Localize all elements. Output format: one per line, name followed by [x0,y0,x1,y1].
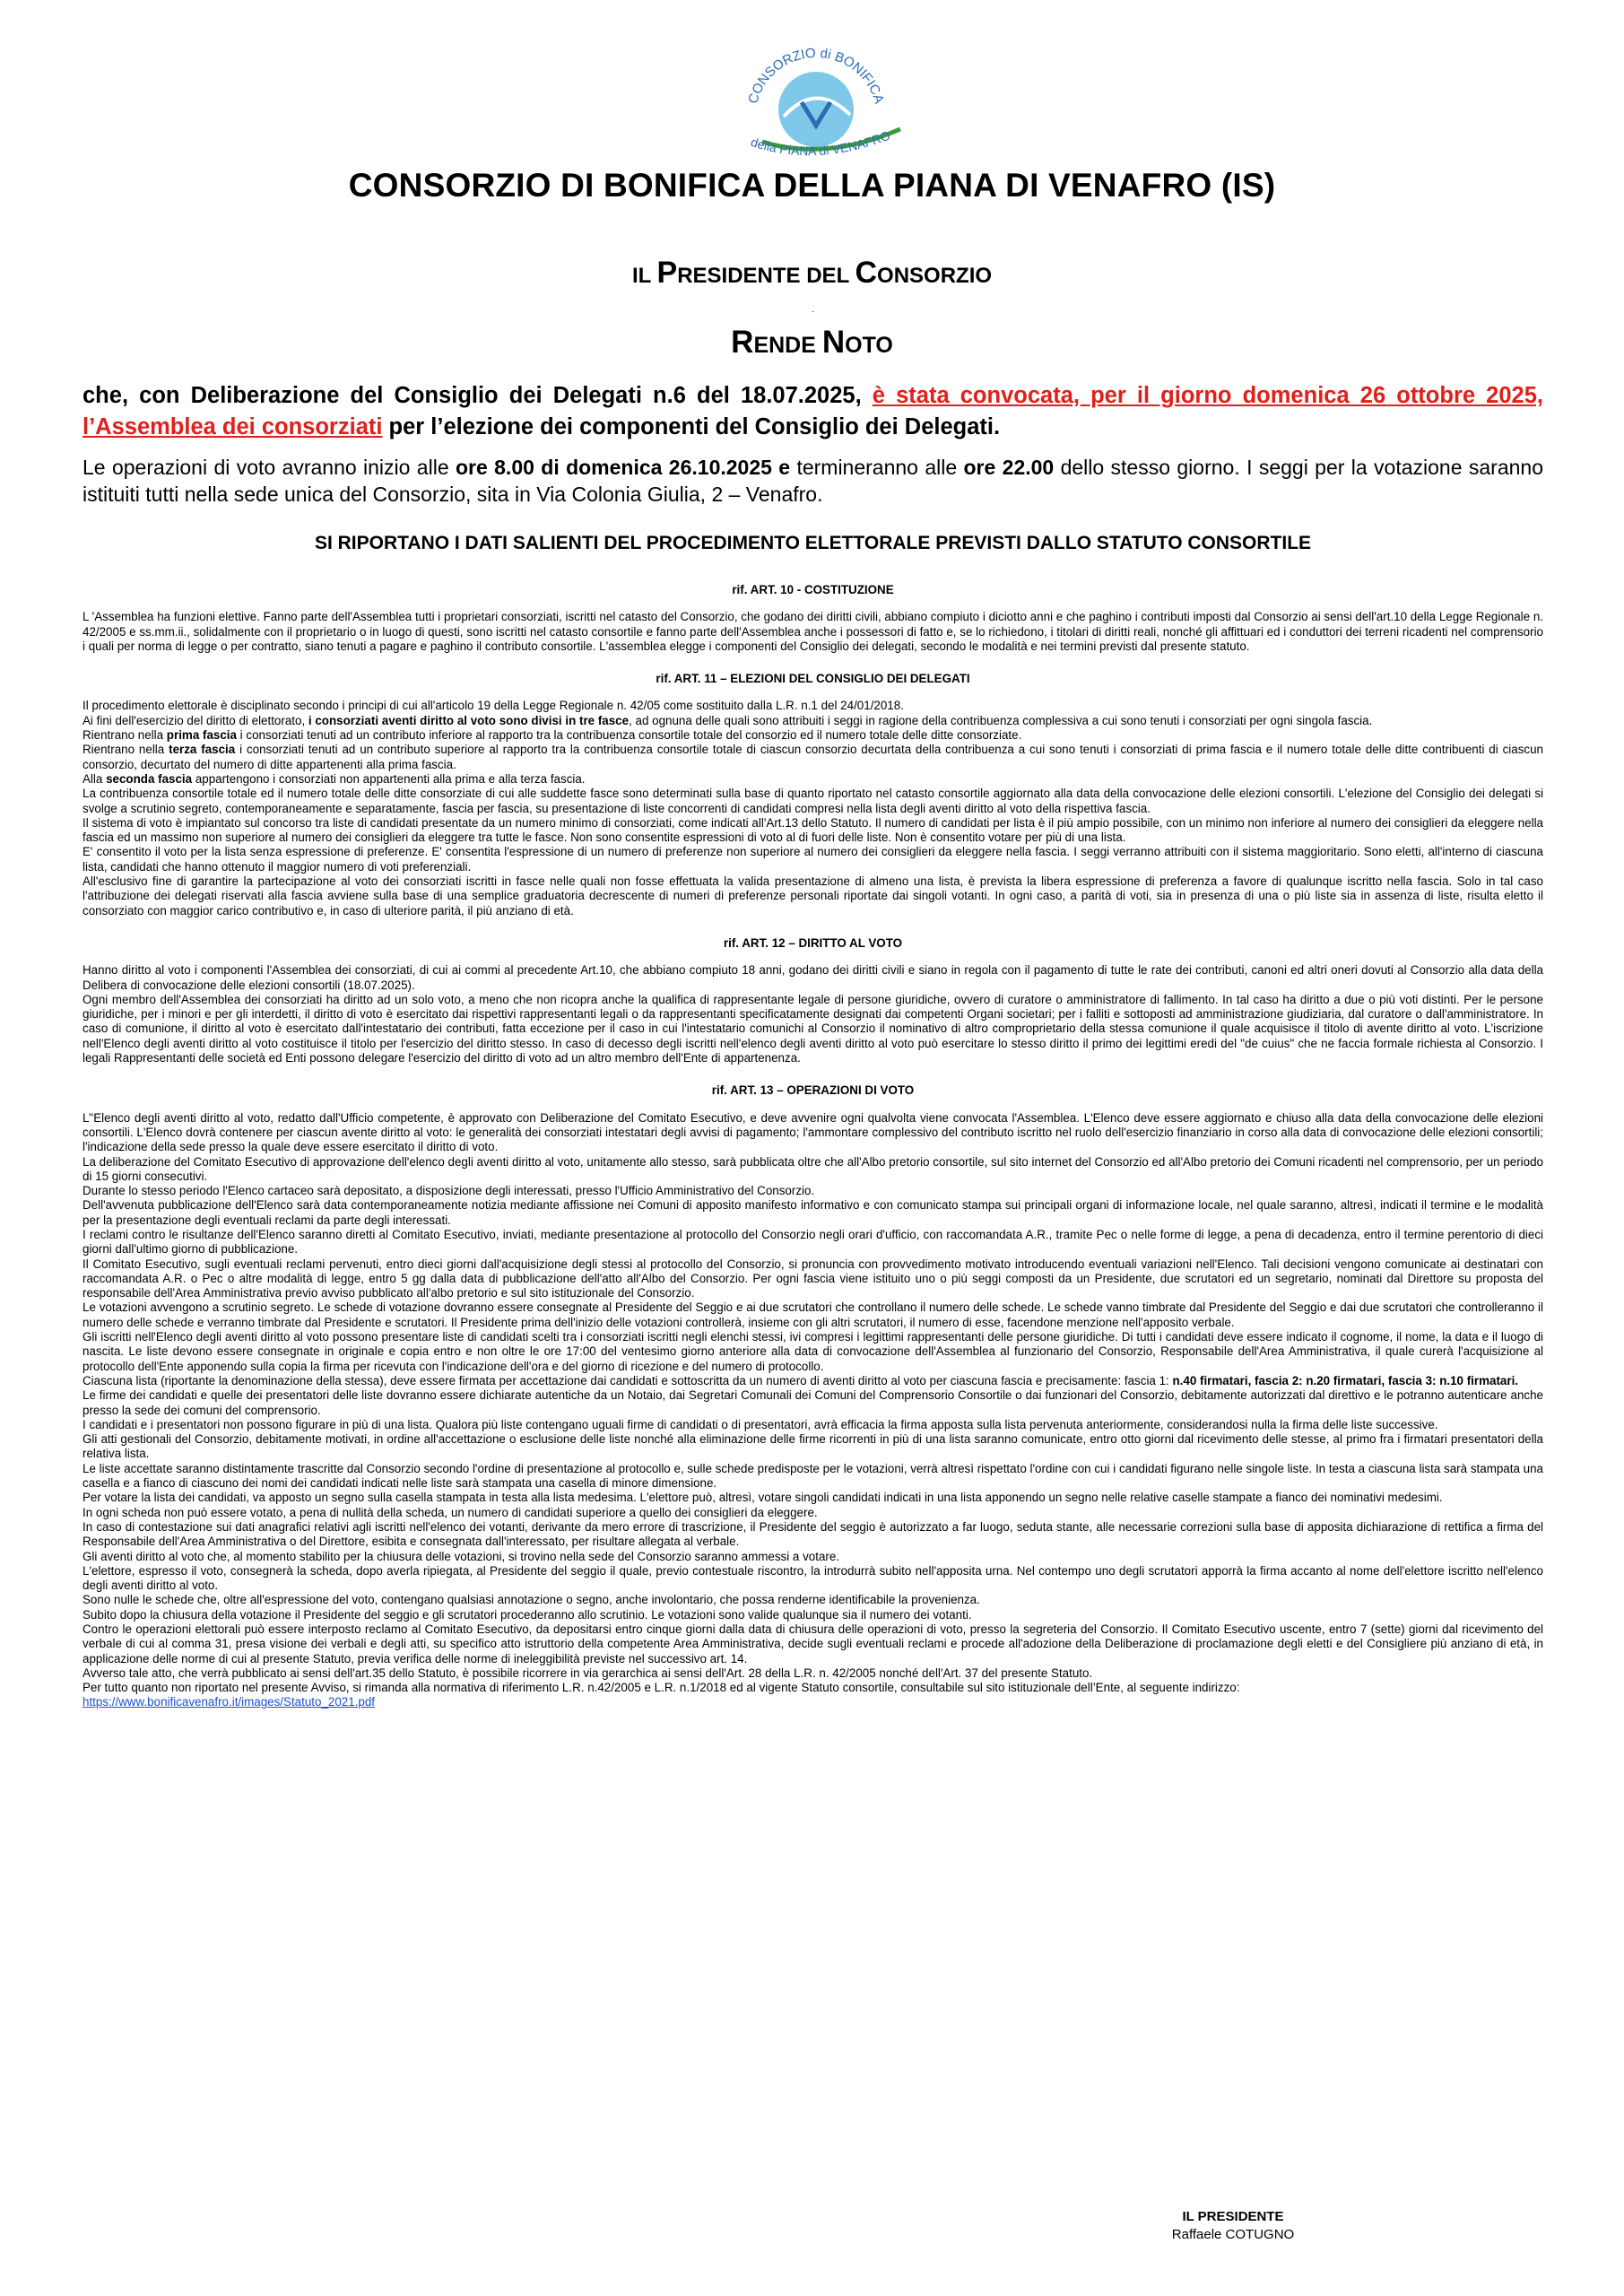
voting-hours-paragraph [83,454,1543,508]
article-11 [83,672,1543,918]
paragraph-text: Rientrano nella [83,728,167,743]
article-paragraph: Ogni membro dell'Assemblea dei consorziati ha diritto ad un solo voto, a meno che non ricopra anche la qualifica di rappresentante legale di persone giuridiche, ovvero di curatore o amministratore di fallimento. In tal caso ha diritto a due o più voti distinti. Per le persone giuridiche, per i minori e per gli interdetti, il diritto di voto è esercitato dai rispettivi rappresentanti legali o da rappresentanti specificatamente designati dai competenti Organi societari; per i falliti e sottoposti ad amministrazione giudiziaria, dal curatore o dall'amministratore. In caso di comunione, il diritto al voto è esercitato dall'intestatario dei contributi, fatta eccezione per il caso in cui l'intestatario comunichi al Consorzio il nominativo di altro comproprietario della stessa comunione il quale acquisisce il titolo di avente diritto al voto. L'iscrizione nell'Elenco degli aventi diritto al voto costituisce il titolo per l'esercizio del diritto stesso. In caso di decesso degli iscritti nell'elenco degli aventi diritto al voto può esercitare lo stesso diritto il primo dei legittimi eredi del "de cuius" che ne faccia formale richiesta al Consorzio. I legali Rappresentanti delle società ed Enti possono delegare l'esercizio del diritto di voto ad un altro membro dell'Ente di appartenenza. [83,992,1543,1065]
paragraph-text: appartengono i consorziati non appartenenti alla prima e alla terza fascia. [192,771,586,786]
logo-bottom-text: della PIANA di VENAFRO [749,127,892,159]
organization-title: CONSORZIO DI BONIFICA DELLA PIANA DI VENAFRO (IS) [348,167,1276,204]
paragraph-text: Alla [83,771,107,786]
article-paragraph: Per tutto quanto non riportato nel presente Avviso, si rimanda alla normativa di riferimento L.R. n.42/2005 e L.R. n.1/2018 ed al vigente Statuto consortile, consultabile sul sito istituzionale dell’Ente, al seguente indirizzo: [83,1681,1240,1695]
voting-text: termineranno alle [790,456,964,479]
paragraph-text: Ciascuna lista (riportante la denominazione della stessa), deve essere firmata per accettazione dai candidati e sottoscritta da un numero di aventi diritto al voto per ciascuna fascia e precisamente: fascia 1: [83,1373,1173,1387]
article-paragraph [83,1374,1543,1388]
article-paragraph [83,728,1543,743]
article-13 [83,1083,1543,1709]
article-paragraph: Durante lo stesso periodo l'Elenco cartaceo sarà depositato, a disposizione degli interessati, presso l'Ufficio Amministrativo del Consorzio. [83,1184,815,1198]
article-paragraph: I reclami contro le risultanze dell'Elenco saranno diretti al Comitato Esecutivo, inviati, mediante presentazione al protocollo del Consorzio negli orari d'ufficio, con raccomandata A.R., tramite Pec o nelle forme di legge, a pena di decadenza, entro il termine perentorio di dieci giorni dall'ultimo giorno di pubblicazione. [83,1227,1543,1257]
article-12 [83,936,1543,1065]
voting-start-time: ore 8.00 di domenica 26.10.2025 e [455,456,791,479]
article-paragraph: La deliberazione del Comitato Esecutivo di approvazione dell'elenco degli aventi diritto al voto, unitamente allo stesso, sarà pubblicata oltre che all'Albo pretorio consortile, sul sito internet del Consorzio ed all'Albo pretorio dei Comuni ricadenti nel comprensorio, per un periodo di 15 giorni consecutivi. [83,1154,1543,1183]
article-paragraph [83,1695,1543,1709]
article-paragraph: Dell'avvenuta pubblicazione dell'Elenco sarà data contemporaneamente notizia mediante affissione nei Comuni di apposito manifesto informativo e con comunicato stampa sui principali organi di informazione locale, nel quale saranno, altresì, indicati il termine e le modalità per la presentazione degli eventuali reclami da parte degli interessati. [83,1198,1543,1227]
article-paragraph: Contro le operazioni elettorali può essere interposto reclamo al Comitato Esecutivo, da depositarsi entro cinque giorni dalla data di chiusura delle operazioni di voto, presso la segreteria del Consorzio. Il Comitato Esecutivo uscente, entro 7 (sette) giorni dal ricevimento del verbale di cui al comma 31, presa visione dei verbali e degli atti, su specifico atto istruttorio della competente Area Amministrativa, decide sugli eventuali reclami e procede all'adozione della Deliberazione di proclamazione degli eletti e del Consigliere più anziano di età, in applicazione delle norme di cui al presente Statuto, previa verifica delle norme di ineleggibilità previste nel successivo art. 14. [83,1622,1543,1665]
signature-role: IL PRESIDENTE [1182,2209,1284,2224]
logo-top-text: CONSORZIO di BONIFICA [745,45,887,106]
article-paragraph: Il procedimento elettorale è disciplinato secondo i principi di cui all'articolo 19 della Legge Regionale n. 42/05 come sostituito dalla L.R. n.1 del 24/01/2018. [83,699,904,713]
article-paragraph: In ogni scheda non può essere votato, a pena di nullità della scheda, un numero di candidati superiore a quello dei consiglieri da eleggere. [83,1505,818,1519]
separator-dot: . [812,305,814,315]
president-heading-part: ONSORZIO [877,264,993,288]
article-paragraph: Il sistema di voto è impiantato sul concorso tra liste di candidati presentate da un numero minimo di consorziati, come indicati all'Art.13 dello Statuto. Il numero di candidati per lista è il più ampio possibile, con un minimo non inferiore al numero dei consiglieri da eleggere nella fascia ed un massimo non superiore al numero dei consiglieri da eleggere tra tutte le fasce. Non sono consentite espressioni di voto al di fuori delle liste. Non è consentito votare per più di una lista. [83,815,1543,845]
paragraph-bold: n.40 firmatari, fascia 2: n.20 firmatari, fascia 3: n.10 firmatari. [1172,1373,1519,1387]
paragraph-text: Ai fini dell'esercizio del diritto di elettorato, [83,713,308,727]
president-heading [72,256,1552,291]
article-paragraph: L'elettore, espresso il voto, consegnerà la scheda, dopo averla ripiegata, al Presidente del seggio il quale, previo contestuale riscontro, la introdurrà subito nell'apposita urna. Nel contempo uno degli scrutatori apporrà la firma accanto al nome dell'elettore iscritto nell'elenco degli aventi diritto al voto. [83,1563,1543,1593]
article-paragraph: Gli aventi diritto al voto che, al momento stabilito per la chiusura delle votazioni, si trovino nella sede del Consorzio saranno ammessi a votare. [83,1549,840,1563]
paragraph-bold: terza fascia [169,743,236,757]
article-paragraph: Avverso tale atto, che verrà pubblicato ai sensi dell'art.35 dello Statuto, è possibile ricorrere in via gerarchica ai sensi dell'Art. 28 della L.R. n. 42/2005 nonché dell'Art. 37 del presente Statuto. [83,1665,1093,1680]
announcement-paragraph [83,380,1543,443]
article-paragraph: I candidati e i presentatori non possono figurare in più di una lista. Qualora più liste contengano uguali firme di candidati o di presentatori, avrà efficacia la firma apposta sulla lista pervenuta anteriormente, considerandosi nulla la firma delle liste successive. [83,1417,1438,1431]
president-heading-part: C [855,256,878,290]
announcement-text: che, con Deliberazione del Consiglio dei Delegati n.6 del 18.07.2025, [83,383,873,408]
article-10 [83,583,1543,654]
paragraph-text: i consorziati tenuti ad un contributo inferiore al rapporto tra la contribuenza consortile totale del consorzio ed il numero totale delle ditte consorziate. [236,728,1022,743]
article-title: rif. ART. 10 - COSTITUZIONE [732,583,894,596]
president-heading-part: P [656,256,678,290]
article-paragraph: Per votare la lista dei candidati, va apposto un segno sulla casella stampata in testa alla lista medesima. L'elettore può, altresì, votare singoli candidati indicati in una lista apponendo un segno nelle relative caselle stampate a fianco dei nominativi medesimi. [83,1491,1443,1505]
article-title: rif. ART. 11 – ELEZIONI DEL CONSIGLIO DEI DELEGATI [656,672,970,686]
article-title: rif. ART. 13 – OPERAZIONI DI VOTO [711,1083,915,1098]
signature-name: Raffaele COTUGNO [1171,2227,1295,2242]
article-paragraph: La contribuenza consortile totale ed il numero totale delle ditte consorziate di cui alle suddette fasce sono determinati sulla base di quanto riportato nel catasto consortile aggiornato alla data della convocazione delle elezioni consortili. L'elezione del Consiglio dei delegati si svolge a scrutinio segreto, contemporaneamente e separatamente, fascia per fascia, su presentazione di liste concorrenti di candidati compresi nella lista degli aventi diritto al voto della rispettiva fascia. [83,787,1543,815]
article-paragraph: Le liste accettate saranno distintamente trascritte dal Consorzio secondo l'ordine di presentazione al protocollo e, sulle schede predisposte per le votazioni, verrà altresì rispettato l'ordine con cui i candidati figurano nelle singole liste. In testa a ciascuna lista sarà stampata una casella e a fianco di ciascuno dei nomi dei candidati indicati nelle liste sarà stampata una casella di minore dimensione. [83,1461,1543,1491]
article-paragraph: L 'Assemblea ha funzioni elettive. Fanno parte dell'Assemblea tutti i proprietari consorziati, iscritti nel catasto del Consorzio, che godano dei diritti civili, abbiano compiuto i diciotto anni e che paghino i contributi imposti dal Consorzio ai sensi dell'art.10 della Legge Regionale n. 42/2005 e ss.mm.ii., solidalmente con il proprietario o in luogo di questi, sono iscritti nel catasto consortile e fanno parte dell'Assemblea anche i possessori di fatto e, se lo richiedono, i titolari di diritti reali, nonché gli affittuari ed i conduttori dei terreni ricadenti nel comprensorio i quali per norma di legge o per contratto, siano tenuti a pagare e paghino il contributo consortile. L'assemblea elegge i componenti del Consiglio dei delegati, secondo le modalità e nei termini previsti dal presente statuto. [83,610,1543,653]
article-paragraph: All'esclusivo fine di garantire la partecipazione al voto dei consorziati iscritti in fasce nelle quali non fosse effettuata la valida presentazione di almeno una lista, è prevista la libera espressione di preferenza a favore di qualunque iscritto nella fascia. Solo in tal caso l'attribuzione dei delegati riservati alla fascia avviene sulla base di una semplice graduatoria decrescente di numeri di preferenze personali riportate dai singoli votanti. In ogni caso, a parità di voti, sia in presenza di una o più liste sia in assenza di liste, risulta eletto il consorziato con maggior carico contributivo e, in caso di ulteriore parità, il più anziano di età. [83,874,1543,918]
rende-noto-part: N [821,325,846,360]
paragraph-text: i consorziati tenuti ad un contributo superiore al rapporto tra la contribuenza consortile totale di ciascun consorzio decurtata della contribuenza a cui sono tenuti i consorziati di prima fascia e il numero totale delle ditte contribuenti di ciascun consorzio, decurtato del numero di ditte appartenenti alla prima fascia. [83,743,1543,771]
announcement-text: per l’elezione dei componenti del Consiglio dei Delegati. [382,414,1001,439]
article-title: rif. ART. 12 – DIRITTO AL VOTO [723,935,903,950]
voting-text: Le operazioni di voto avranno inizio alle [83,456,456,479]
rende-noto-part: OTO [845,333,893,358]
article-paragraph [83,772,1543,787]
article-paragraph: Il Comitato Esecutivo, sugli eventuali reclami pervenuti, entro dieci giorni dall'acquisizione degli stessi al protocollo del Consorzio, si pronuncia con provvedimento motivato introducendo eventuali variazioni nell'Elenco. Tali decisioni vengono comunicate ai destinatari con raccomandata A.R. o Pec o altre modalità di legge, entro 5 gg dalla data di pubblicazione dell'atto all'Albo del Consorzio. Per ogni fascia viene istituito uno o più seggi composti da un Presidente, due scrutatori ed un segretario, nominati dal Direttore su proposta del responsabile dell'Area Amministrativa previo avviso pubblicato all'albo pretorio e sul sito istituzionale del Consorzio. [83,1257,1543,1300]
article-paragraph: Subito dopo la chiusura della votazione il Presidente del seggio e gli scrutatori procederanno allo scrutinio. Le votazioni sono valide qualunque sia il numero dei votanti. [83,1607,972,1622]
article-paragraph: Sono nulle le schede che, oltre all'espressione del voto, contengano qualsiasi annotazione o segno, anche involontario, che possa renderne identificabile la provenienza. [83,1593,980,1607]
article-paragraph: Le firme dei candidati e quelle dei presentatori delle liste dovranno essere dichiarate autentiche da un Notaio, dai Segretari Comunali dei Comuni del Comprensorio Consortile o dai funzionari del Consorzio, debitamente autorizzati dal direttivo e le potranno autenticare anche presso la sede dei comuni del comprensorio. [83,1388,1543,1417]
section-heading: SI RIPORTANO I DATI SALIENTI DEL PROCEDIMENTO ELETTORALE PREVISTI DALLO STATUTO CONSORTILE [314,533,1312,553]
article-paragraph: Gli atti gestionali del Consorzio, debitamente motivati, in ordine all'accettazione o esclusione delle liste nonché alla eliminazione delle firme ricorrenti in più di una lista saranno comunicate, entro otto giorni dal ricevimento delle stesse, al primo fra i firmatari presentatori della relativa lista. [83,1432,1543,1461]
paragraph-bold: prima fascia [166,728,237,743]
president-heading-part: IL [631,264,657,288]
article-paragraph [83,714,1543,728]
consortium-logo [708,36,924,161]
rende-noto-part: R [731,325,754,360]
statute-excerpts [83,583,1543,1728]
statute-link[interactable]: https://www.bonificavenafro.it/images/Statuto_2021.pdf [83,1695,376,1709]
paragraph-bold: seconda fascia [106,771,193,786]
article-paragraph: E' consentito il voto per la lista senza espressione di preferenze. E' consentita l'espressione di un numero di preferenze non superiore al numero dei consiglieri da eleggere nella fascia. I seggi verranno attribuiti con il sistema maggioritario. Sono eletti, all'interno di ciascuna lista, candidati che hanno ottenuto il maggior numero di voti preferenziali. [83,845,1543,874]
paragraph-text: Rientrano nella [83,743,169,757]
rende-noto-part: ENDE [753,333,822,358]
logo-graphic [708,36,924,161]
article-paragraph: L’'Elenco degli aventi diritto al voto, redatto dall'Ufficio competente, è approvato con Deliberazione del Comitato Esecutivo, e deve avvenire ogni qualvolta viene convocata l'Assemblea. L'Elenco deve essere aggiornato e chiuso alla data della convocazione delle elezioni consortili. L'Elenco dovrà contenere per ciascun avente diritto al voto: le generalità dei consorziati intestatari degli avvisi di pagamento; l'ammontare complessivo del contributo iscritto nel ruolo dell'esercizio finanziario in corso alla data di convocazione delle elezioni consortili; l'indicazione della sede presso la quale deve essere esercitato il diritto di voto. [83,1110,1543,1154]
article-paragraph: Hanno diritto al voto i componenti l'Assemblea dei consorziati, di cui ai commi al precedente Art.10, che abbiano compiuto 18 anni, godano dei diritti civili e siano in regola con il pagamento di tutte le rate dei contributi, canoni ed altri oneri dovuti al Consorzio alla data della Delibera di convocazione delle elezioni consortili (18.07.2025). [83,963,1543,992]
paragraph-bold: i consorziati aventi diritto al voto sono divisi in tre fasce [308,713,630,727]
rende-noto-heading [72,325,1552,361]
article-paragraph: Gli iscritti nell'Elenco degli aventi diritto al voto possono presentare liste di candidati scelti tra i consorziati iscritti negli elenchi stessi, ivi compresi i legittimi rappresentanti delle persone giuridiche. Di tutti i candidati deve essere indicato il cognome, il nome, la data e il luogo di nascita. Le liste devono essere consegnate in originale e copia entro e non oltre le ore 17:00 del ventesimo giorno anteriore alla data di convocazione dell'Assemblea al funzionario del Consorzio, Responsabile dell'Area Amministrativa, il quale curerà l'acquisizione al protocollo dell'Ente apponendo sulla copia la firma per ricevuta con l'indicazione dell'ora e del giorno di ricezione e del numero di protocollo. [83,1330,1543,1373]
article-paragraph [83,743,1543,772]
article-paragraph: In caso di contestazione sui dati anagrafici relativi agli iscritti nell'elenco dei votanti, derivante da mero errore di trascrizione, il Presidente del seggio è autorizzato a far luogo, seduta stante, alle necessarie correzioni sulla base di apposita dichiarazione di rettifica a firma del Responsabile dell'Area Amministrativa o del Direttore, esibita e consegnata dall'interessato, per risultare allegata al verbale. [83,1519,1543,1549]
announcement-highlight: è stata convocata, per il giorno domenica 26 ottobre 2025, l’Assemblea dei consorziati [83,383,1543,439]
paragraph-text: , ad ognuna delle quali sono attribuiti i seggi in ragione della contribuenza complessiva a cui sono tenuti i consorziati per ogni singola fascia. [629,713,1373,727]
president-heading-part: RESIDENTE DEL [677,264,855,288]
signature-block [1139,2208,1327,2244]
voting-end-time: ore 22.00 [963,456,1055,479]
voting-text: dello stesso giorno. I seggi per la votazione saranno istituiti tutti nella sede unica del Consorzio, sita in Via Colonia Giulia, 2 – Venafro. [83,456,1543,506]
article-paragraph: Le votazioni avvengono a scrutinio segreto. Le schede di votazione dovranno essere consegnate al Presidente del Seggio e ai due scrutatori che controllano il numero delle schede. Le schede vanno timbrate dal Presidente del Seggio e dai due scrutatori che controlleranno il numero delle schede e verranno timbrate dal Presidente e scrutatori. Il Presidente prima dell'inizio delle votazioni controllerà, insieme con gli altri scrutatori, il numero di esse, facendone menzione nell'apposito verbale. [83,1300,1543,1329]
